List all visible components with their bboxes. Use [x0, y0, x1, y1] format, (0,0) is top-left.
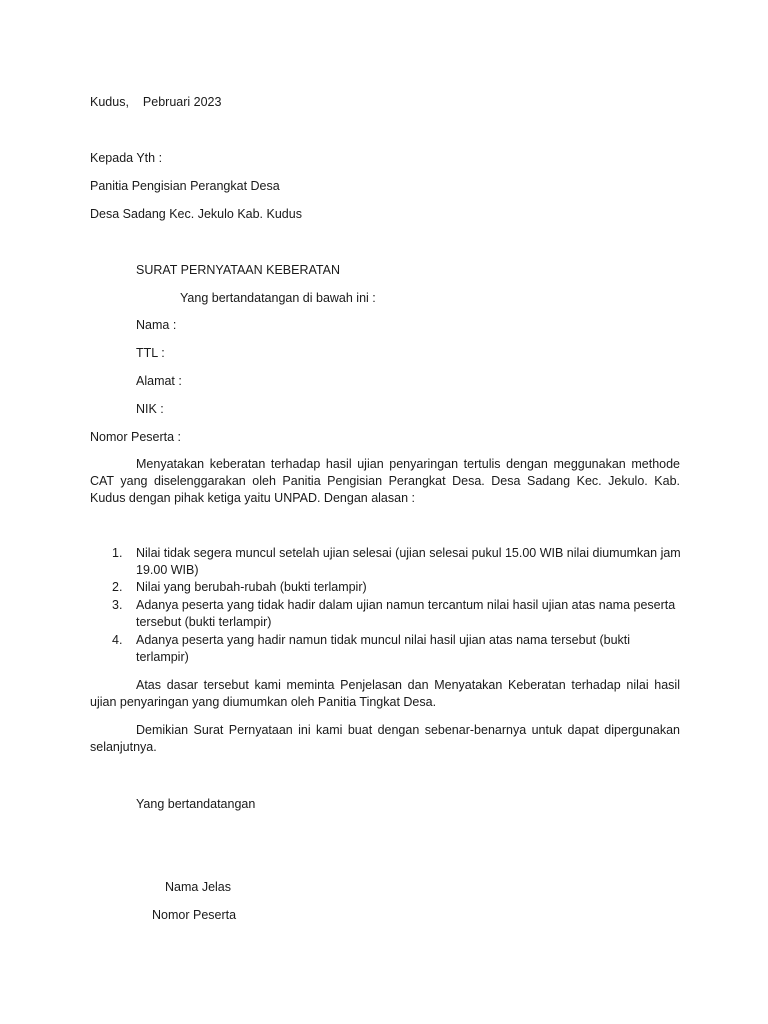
addressee-line-2: Desa Sadang Kec. Jekulo Kab. Kudus — [90, 207, 302, 221]
place-date — [90, 94, 221, 111]
list-item — [112, 632, 682, 666]
list-text: Nilai yang berubah-rubah (bukti terlampir) — [136, 580, 367, 594]
list-number: 1. — [112, 546, 123, 560]
field-ttl: TTL : — [136, 346, 165, 360]
paragraph-closing: Demikian Surat Pernyataan ini kami buat dengan sebenar-benarnya untuk dapat dipergunakan selanjutnya. — [90, 723, 680, 754]
field-nama: Nama : — [136, 318, 177, 332]
list-text: Nilai tidak segera muncul setelah ujian selesai (ujian selesai pukul 15.00 WIB nilai diumumkan jam 19.00 WIB) — [136, 546, 681, 577]
signature-number: Nomor Peserta — [152, 908, 237, 922]
list-number: 2. — [112, 580, 123, 594]
signature-name: Nama Jelas — [165, 880, 231, 894]
list-text: Adanya peserta yang tidak hadir dalam ujian namun tercantum nilai hasil ujian atas nama peserta tersebut (bukti terlampir) — [136, 598, 676, 629]
place: Kudus, — [90, 95, 129, 109]
list-item — [112, 597, 682, 631]
list-number: 4. — [112, 633, 123, 647]
field-nik: NIK : — [136, 402, 164, 416]
addressee-label: Kepada Yth : — [90, 151, 163, 165]
paragraph-request: Atas dasar tersebut kami meminta Penjelasan dan Menyatakan Keberatan terhadap nilai hasil ujian penyaringan yang diumumkan oleh Panitia Tingkat Desa. — [90, 678, 680, 709]
field-alamat: Alamat : — [136, 374, 182, 388]
list-number: 3. — [112, 598, 123, 612]
intro-line: Yang bertandatangan di bawah ini : — [180, 291, 376, 305]
paragraph-statement: Menyatakan keberatan terhadap hasil ujian penyaringan tertulis dengan meggunakan methode CAT yang diselenggarakan oleh Panitia Pengisian Perangkat Desa. Desa Sadang Kec. Jekulo. Kab. Kudus dengan pihak ketiga yaitu UNPAD. Dengan alasan : — [90, 457, 680, 505]
letter-title: SURAT PERNYATAAN KEBERATAN — [136, 263, 340, 277]
date: Pebruari 2023 — [142, 95, 222, 109]
field-nomor-peserta: Nomor Peserta : — [90, 430, 182, 444]
list-text: Adanya peserta yang hadir namun tidak muncul nilai hasil ujian atas nama tersebut (bukti terlampir) — [136, 633, 631, 664]
list-item — [112, 579, 682, 596]
signature-closing: Yang bertandatangan — [136, 797, 256, 811]
list-item — [112, 545, 682, 579]
addressee-line-1: Panitia Pengisian Perangkat Desa — [90, 179, 280, 193]
